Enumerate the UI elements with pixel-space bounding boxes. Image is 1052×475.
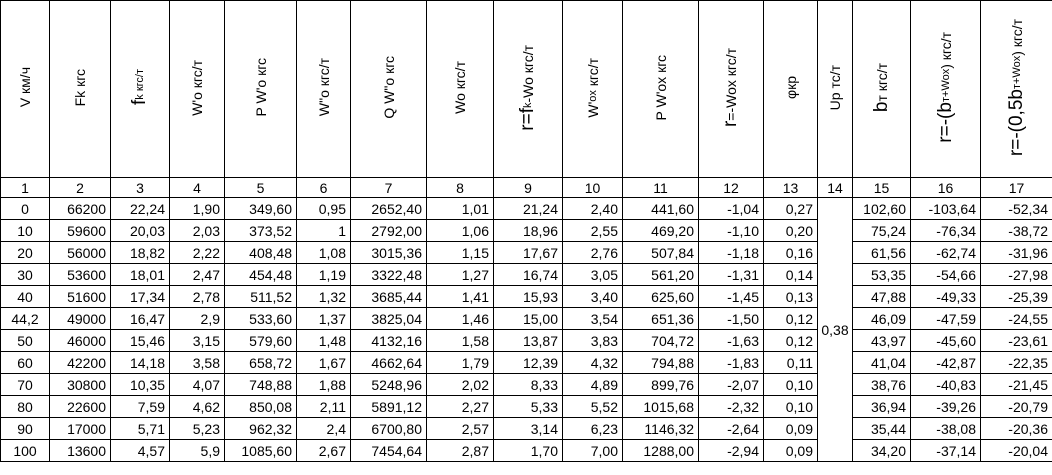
table-body <box>1 198 1052 462</box>
table-cell: -38,08 <box>911 418 981 440</box>
table-cell: -1,18 <box>699 242 764 264</box>
table-cell: 441,60 <box>623 198 699 220</box>
table-cell: 1,90 <box>170 198 225 220</box>
table-cell: 0,09 <box>764 418 818 440</box>
table-cell: -40,83 <box>911 374 981 396</box>
table-cell: 0,27 <box>764 198 818 220</box>
table-cell: 454,48 <box>225 264 297 286</box>
table-cell: 1,41 <box>427 286 494 308</box>
table-cell: -1,04 <box>699 198 764 220</box>
table-cell: 794,88 <box>623 352 699 374</box>
table-cell: 2,47 <box>170 264 225 286</box>
table-cell: 850,08 <box>225 396 297 418</box>
table-cell: -62,74 <box>911 242 981 264</box>
column-header-label <box>826 65 844 110</box>
table-cell: -39,26 <box>911 396 981 418</box>
table-row <box>1 242 1052 264</box>
table-cell: 1085,60 <box>225 440 297 462</box>
table-cell: 13600 <box>50 440 111 462</box>
table-cell: 373,52 <box>225 220 297 242</box>
table-cell: 41,04 <box>853 352 911 374</box>
table-cell: 1,70 <box>494 440 563 462</box>
table-cell: 5,33 <box>494 396 563 418</box>
table-cell: 80 <box>1 396 50 418</box>
table-cell: -27,98 <box>981 264 1052 286</box>
table-cell: 0,11 <box>764 352 818 374</box>
table-cell: 349,60 <box>225 198 297 220</box>
table-cell: 18,82 <box>111 242 170 264</box>
column-number: 14 <box>818 178 853 198</box>
table-cell: 962,32 <box>225 418 297 440</box>
table-cell: 17000 <box>50 418 111 440</box>
table-cell: 10 <box>1 220 50 242</box>
table-cell: 70 <box>1 374 50 396</box>
column-number: 7 <box>351 178 427 198</box>
table-cell: 7454,64 <box>351 440 427 462</box>
header-label-part: т+Wox <box>1010 55 1023 89</box>
column-number: 12 <box>699 178 764 198</box>
table-cell: -20,04 <box>981 440 1052 462</box>
table-cell: 651,36 <box>623 308 699 330</box>
table-cell: -24,55 <box>981 308 1052 330</box>
table-cell: -2,07 <box>699 374 764 396</box>
column-header-label <box>315 58 333 116</box>
column-header-v <box>1 1 50 178</box>
table-cell: 2,02 <box>427 374 494 396</box>
table-cell: 10,35 <box>111 374 170 396</box>
table-cell: 66200 <box>50 198 111 220</box>
column-header-r2 <box>699 1 764 178</box>
table-row <box>1 352 1052 374</box>
table-cell: 3322,48 <box>351 264 427 286</box>
table-cell: -1,83 <box>699 352 764 374</box>
table-cell: 46000 <box>50 330 111 352</box>
table-cell: 1 <box>297 220 351 242</box>
header-label-part: P W'o кгс <box>252 58 269 117</box>
table-cell: 1,88 <box>297 374 351 396</box>
table-cell: 2,11 <box>297 396 351 418</box>
header-label-part: Up тс/т <box>827 64 843 111</box>
header-label-part: r=f <box>517 107 538 131</box>
table-cell: 60 <box>1 352 50 374</box>
table-cell: 5248,96 <box>351 374 427 396</box>
header-label-part: -Wo кгс/т <box>520 44 536 103</box>
table-cell: 3,15 <box>170 330 225 352</box>
table-cell: 469,20 <box>623 220 699 242</box>
table-cell: 3,83 <box>563 330 623 352</box>
table-cell: 0,09 <box>764 440 818 462</box>
table-cell: -2,32 <box>699 396 764 418</box>
table-cell: -25,39 <box>981 286 1052 308</box>
column-number: 1 <box>1 178 50 198</box>
table-row <box>1 330 1052 352</box>
table-cell: 3,54 <box>563 308 623 330</box>
table-cell: 0,13 <box>764 286 818 308</box>
table-cell: -22,35 <box>981 352 1052 374</box>
table-cell: 6700,80 <box>351 418 427 440</box>
column-header-phi <box>764 1 818 178</box>
column-header-wox <box>563 1 623 178</box>
table-cell: 3015,36 <box>351 242 427 264</box>
table-cell: 0,16 <box>764 242 818 264</box>
column-number: 17 <box>981 178 1052 198</box>
table-cell: 20 <box>1 242 50 264</box>
header-label-part: P W'ox кгс <box>652 54 669 121</box>
table-cell: -2,64 <box>699 418 764 440</box>
table-cell: 4,89 <box>563 374 623 396</box>
table-cell: 579,60 <box>225 330 297 352</box>
column-header-w0pp <box>297 1 351 178</box>
header-label-part: т кгс/т <box>873 62 890 102</box>
table-cell: -42,87 <box>911 352 981 374</box>
table-cell: 0,12 <box>764 308 818 330</box>
table-cell: 12,39 <box>494 352 563 374</box>
column-header-r1 <box>494 1 563 178</box>
table-row <box>1 198 1052 220</box>
column-number: 9 <box>494 178 563 198</box>
header-label-part: ox <box>586 89 599 102</box>
table-cell: 17,34 <box>111 286 170 308</box>
table-cell: 3825,04 <box>351 308 427 330</box>
table-cell: 625,60 <box>623 286 699 308</box>
table-cell: 18,96 <box>494 220 563 242</box>
column-header-label <box>722 48 740 127</box>
table-cell: 3,05 <box>563 264 623 286</box>
table-cell: -21,45 <box>981 374 1052 396</box>
column-number: 10 <box>563 178 623 198</box>
table-cell: 35,44 <box>853 418 911 440</box>
table-cell: 1,48 <box>297 330 351 352</box>
table-cell: 2,55 <box>563 220 623 242</box>
table-cell: 43,97 <box>853 330 911 352</box>
column-header-label <box>131 69 149 105</box>
table-cell: 2,87 <box>427 440 494 462</box>
table-cell: 0,12 <box>764 330 818 352</box>
column-header-label <box>252 58 270 116</box>
table-cell: 1,27 <box>427 264 494 286</box>
table-cell: 1,01 <box>427 198 494 220</box>
header-label-part: ) кгс/т <box>937 32 954 69</box>
table-row <box>1 286 1052 308</box>
table-cell: 22,24 <box>111 198 170 220</box>
table-cell: -38,72 <box>981 220 1052 242</box>
table-cell: -23,61 <box>981 330 1052 352</box>
table-cell: 6,23 <box>563 418 623 440</box>
column-number: 2 <box>50 178 111 198</box>
table-cell: -76,34 <box>911 220 981 242</box>
table-cell: 34,20 <box>853 440 911 462</box>
table-cell: 1146,32 <box>623 418 699 440</box>
table-cell: 56000 <box>50 242 111 264</box>
table-cell: 507,84 <box>623 242 699 264</box>
table-cell: 2,67 <box>297 440 351 462</box>
table-cell: -20,36 <box>981 418 1052 440</box>
header-label-part: Fk кгс <box>72 68 88 107</box>
table-cell: 658,72 <box>225 352 297 374</box>
column-header-wo <box>427 1 494 178</box>
table-cell: -31,96 <box>981 242 1052 264</box>
table-cell: 18,01 <box>111 264 170 286</box>
table-cell: 4132,16 <box>351 330 427 352</box>
column-header-label <box>870 62 892 113</box>
table-cell: 0 <box>1 198 50 220</box>
header-label-part: r <box>720 120 741 128</box>
table-cell: 1,79 <box>427 352 494 374</box>
table-cell: 1,67 <box>297 352 351 374</box>
header-label-part: W'o кгс/т <box>189 59 205 116</box>
table-cell: 40 <box>1 286 50 308</box>
header-label-part: φкр <box>782 76 799 99</box>
table-cell: 0,95 <box>297 198 351 220</box>
column-number: 3 <box>111 178 170 198</box>
table-cell: 1,19 <box>297 264 351 286</box>
table-cell: 8,33 <box>494 374 563 396</box>
column-header-fk <box>111 1 170 178</box>
table-cell: 47,88 <box>853 286 911 308</box>
table-cell: 22600 <box>50 396 111 418</box>
column-number: 13 <box>764 178 818 198</box>
column-number: 6 <box>297 178 351 198</box>
table-cell: 20,03 <box>111 220 170 242</box>
table-cell: 16,47 <box>111 308 170 330</box>
table-cell: 46,09 <box>853 308 911 330</box>
table-cell: 561,20 <box>623 264 699 286</box>
column-header-label <box>584 58 602 118</box>
table-cell: -47,59 <box>911 308 981 330</box>
column-number: 16 <box>911 178 981 198</box>
column-header-bt <box>853 1 911 178</box>
table-cell: -1,10 <box>699 220 764 242</box>
header-label-part: т+Wox <box>939 68 952 103</box>
header-label-part: k <box>522 102 534 108</box>
column-number: 15 <box>853 178 911 198</box>
table-cell: 61,56 <box>853 242 911 264</box>
column-header-label <box>380 56 398 119</box>
table-cell: 1015,68 <box>623 396 699 418</box>
table-cell: 53,35 <box>853 264 911 286</box>
column-header-pwox <box>623 1 699 178</box>
table-row <box>1 396 1052 418</box>
table-cell: -2,94 <box>699 440 764 462</box>
table-cell: -49,33 <box>911 286 981 308</box>
table-cell: 1,58 <box>427 330 494 352</box>
table-cell: 4,62 <box>170 396 225 418</box>
table-cell: 3,40 <box>563 286 623 308</box>
table-cell: -1,45 <box>699 286 764 308</box>
column-number: 4 <box>170 178 225 198</box>
table-row <box>1 374 1052 396</box>
column-header-label <box>519 45 537 131</box>
header-label-part: W"o кгс/т <box>315 58 332 117</box>
table-cell: 17,67 <box>494 242 563 264</box>
table-cell: 16,74 <box>494 264 563 286</box>
table-cell: 533,60 <box>225 308 297 330</box>
table-cell: 4,57 <box>111 440 170 462</box>
table-cell: 1,15 <box>427 242 494 264</box>
table-cell: 5,23 <box>170 418 225 440</box>
table-cell: 408,48 <box>225 242 297 264</box>
table-cell: 899,76 <box>623 374 699 396</box>
table-cell: 3685,44 <box>351 286 427 308</box>
table-row <box>1 308 1052 330</box>
column-header-label <box>16 67 34 107</box>
table-cell: 21,24 <box>494 198 563 220</box>
header-label-part: =-Wox кгс/т <box>723 47 739 121</box>
table-cell: 1,32 <box>297 286 351 308</box>
table-cell: 7,59 <box>111 396 170 418</box>
table-cell: 2,4 <box>297 418 351 440</box>
column-number: 11 <box>623 178 699 198</box>
table-row <box>1 440 1052 462</box>
column-header-label <box>652 55 670 120</box>
up-merged-cell: 0,38 <box>818 198 853 462</box>
table-row <box>1 264 1052 286</box>
table-cell: 2,40 <box>563 198 623 220</box>
table-cell: 59600 <box>50 220 111 242</box>
header-label-part: V км/ч <box>17 67 33 108</box>
table-cell: 5,71 <box>111 418 170 440</box>
table-cell: 15,00 <box>494 308 563 330</box>
column-number-row <box>1 178 1052 198</box>
column-header-label <box>1005 18 1027 157</box>
table-cell: 2,78 <box>170 286 225 308</box>
table-cell: -1,63 <box>699 330 764 352</box>
table-cell: 2,22 <box>170 242 225 264</box>
header-row <box>1 1 1052 178</box>
table-cell: 1,08 <box>297 242 351 264</box>
column-header-fk <box>50 1 111 178</box>
table-row <box>1 220 1052 242</box>
header-label-part: Q W"o кгс <box>380 56 397 119</box>
table-cell: 2,27 <box>427 396 494 418</box>
table-cell: 511,52 <box>225 286 297 308</box>
table-cell: 2,03 <box>170 220 225 242</box>
table-cell: 704,72 <box>623 330 699 352</box>
header-label-part: f <box>129 100 150 106</box>
table-cell: 53600 <box>50 264 111 286</box>
table-cell: 30800 <box>50 374 111 396</box>
table-cell: 14,18 <box>111 352 170 374</box>
header-label-part: ) кгс/т <box>1008 18 1025 56</box>
table-cell: 15,46 <box>111 330 170 352</box>
table-cell: 3,14 <box>494 418 563 440</box>
table-cell: 100 <box>1 440 50 462</box>
table-cell: 90 <box>1 418 50 440</box>
table-cell: 4662,64 <box>351 352 427 374</box>
column-header-w0p <box>170 1 225 178</box>
table-cell: 36,94 <box>853 396 911 418</box>
table-cell: 4,07 <box>170 374 225 396</box>
table-cell: 51600 <box>50 286 111 308</box>
table-cell: 1,37 <box>297 308 351 330</box>
column-header-label <box>782 76 800 99</box>
header-label-part: b <box>870 101 892 113</box>
table-cell: 4,32 <box>563 352 623 374</box>
table-cell: 2792,00 <box>351 220 427 242</box>
header-label-part: W' <box>584 101 601 118</box>
column-header-r3 <box>911 1 981 178</box>
table-cell: 102,60 <box>853 198 911 220</box>
table-cell: 0,20 <box>764 220 818 242</box>
column-number: 8 <box>427 178 494 198</box>
column-header-pw0p <box>225 1 297 178</box>
table-cell: 75,24 <box>853 220 911 242</box>
table-cell: 748,88 <box>225 374 297 396</box>
table-cell: -1,50 <box>699 308 764 330</box>
table-cell: 42200 <box>50 352 111 374</box>
table-cell: 5,9 <box>170 440 225 462</box>
table-cell: -37,14 <box>911 440 981 462</box>
table-cell: 5891,12 <box>351 396 427 418</box>
table-cell: 15,93 <box>494 286 563 308</box>
table-cell: 2,9 <box>170 308 225 330</box>
table-cell: -20,79 <box>981 396 1052 418</box>
table-cell: -54,66 <box>911 264 981 286</box>
table-cell: 44,2 <box>1 308 50 330</box>
table-cell: -1,31 <box>699 264 764 286</box>
table-cell: 38,76 <box>853 374 911 396</box>
table-cell: 7,00 <box>563 440 623 462</box>
header-label-part: кгс/т <box>584 57 601 90</box>
table-cell: -52,34 <box>981 198 1052 220</box>
table-cell: 30 <box>1 264 50 286</box>
column-header-qw0pp <box>351 1 427 178</box>
header-label-part: r=-(0,5b <box>1005 88 1027 157</box>
table-cell: -45,60 <box>911 330 981 352</box>
table-cell: 0,10 <box>764 374 818 396</box>
table-cell: 1,06 <box>427 220 494 242</box>
column-header-up <box>818 1 853 178</box>
table-row <box>1 418 1052 440</box>
column-header-label <box>451 61 469 114</box>
table-cell: 5,52 <box>563 396 623 418</box>
table-cell: 1288,00 <box>623 440 699 462</box>
table-cell: 2,76 <box>563 242 623 264</box>
table-cell: -103,64 <box>911 198 981 220</box>
table-cell: 1,46 <box>427 308 494 330</box>
table-cell: 0,10 <box>764 396 818 418</box>
column-header-label <box>188 60 206 116</box>
table-cell: 0,14 <box>764 264 818 286</box>
header-label-part: r=-(b <box>934 102 956 143</box>
table-cell: 50 <box>1 330 50 352</box>
column-header-label <box>934 32 956 143</box>
table-cell: 3,58 <box>170 352 225 374</box>
header-label-part: k кгс/т <box>134 69 146 101</box>
column-header-label <box>71 69 89 106</box>
column-number: 5 <box>225 178 297 198</box>
table-cell: 2,57 <box>427 418 494 440</box>
header-label-part: Wo кгс/т <box>452 61 468 114</box>
column-header-r4 <box>981 1 1052 178</box>
table-cell: 49000 <box>50 308 111 330</box>
table-cell: 2652,40 <box>351 198 427 220</box>
table-cell: 13,87 <box>494 330 563 352</box>
